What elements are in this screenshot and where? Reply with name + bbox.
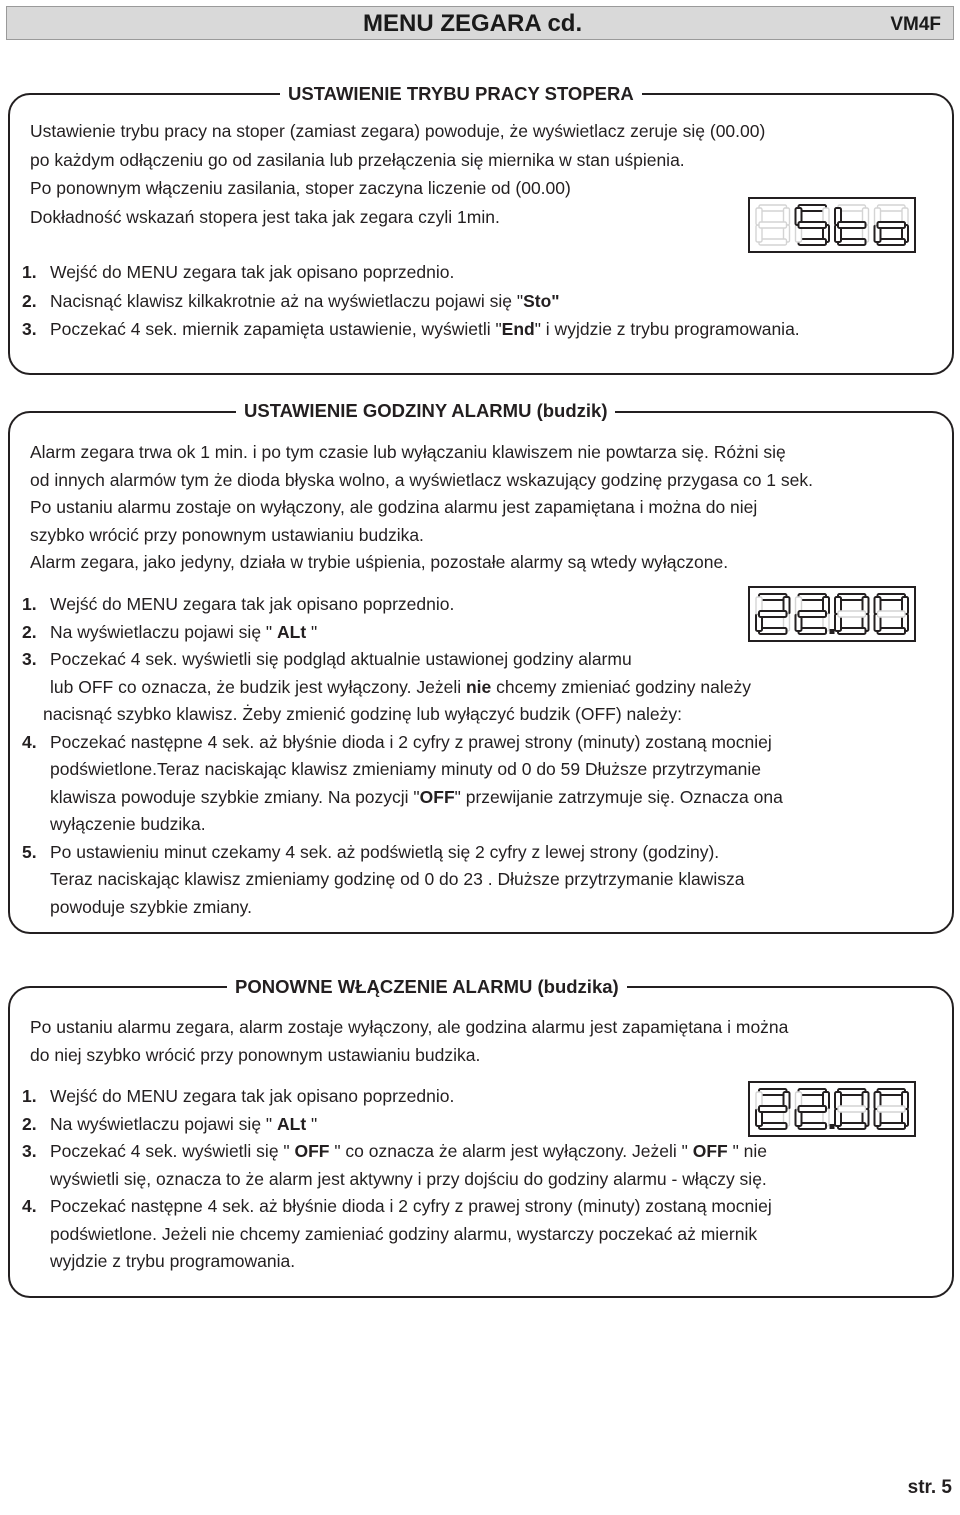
display-alarm-time xyxy=(748,586,916,642)
step-text: Na wyświetlaczu pojawi się " xyxy=(50,621,277,642)
lcd-digit xyxy=(796,205,830,245)
step-text: " i wyjdzie z trybu programowania. xyxy=(534,319,800,339)
step-line xyxy=(22,645,632,673)
step-text: wyjdzie z trybu programowania. xyxy=(50,1251,296,1271)
step-emphasis: ALt xyxy=(277,1113,307,1134)
lcd-segment xyxy=(878,1106,906,1112)
lcd-digit xyxy=(835,1089,869,1129)
lcd-segment xyxy=(799,205,827,211)
lcd-segment xyxy=(759,594,787,600)
lcd-digit xyxy=(796,594,835,634)
paragraph-line: Po ponownym włączeniu zasilania, stoper zaczyna liczenie od (00.00) xyxy=(30,178,571,198)
step-text: podświetlone. Jeżeli nie chcemy zamieniać godziny alarmu, wystarczy poczekać aż miernik xyxy=(50,1223,758,1244)
step-text: " przewijanie zatrzymuje się. Oznacza ona xyxy=(454,786,783,807)
lcd-segment xyxy=(838,611,866,617)
lcd-segment xyxy=(838,1123,866,1129)
lcd-segment xyxy=(759,222,787,228)
title-rule-right xyxy=(667,411,767,413)
step-text: Na wyświetlaczu pojawi się " xyxy=(50,1113,277,1134)
lcd-segment xyxy=(759,205,787,211)
title-rule-right xyxy=(698,93,758,95)
step-text: Poczekać następne 4 sek. aż błyśnie dioda i 2 cyfry z prawej strony (minuty) zostaną mocniej xyxy=(50,731,772,752)
step-emphasis: OFF xyxy=(692,1141,728,1161)
lcd-segment xyxy=(838,628,866,634)
lcd-segment xyxy=(799,239,827,245)
display-sto-digits xyxy=(750,199,914,251)
lcd-segment xyxy=(838,594,866,600)
lcd-segment xyxy=(759,239,787,245)
step-text: wyłączenie budzika. xyxy=(50,814,206,834)
step-text: chcemy zmieniać godziny należy xyxy=(491,676,751,697)
lcd-segment xyxy=(759,1123,787,1129)
lcd-segment xyxy=(799,222,827,228)
step-line xyxy=(22,1192,772,1220)
step-line xyxy=(22,1110,317,1138)
step-line xyxy=(22,590,454,618)
step-text: " nie xyxy=(727,1141,768,1161)
step-text: wyświetli się, oznacza to że alarm jest aktywny i przy dojściu do godziny alarmu - włączy się. xyxy=(50,1168,767,1189)
lcd-segment xyxy=(759,1089,787,1095)
step-number: 2. xyxy=(22,621,37,642)
paragraph-line: Po ustaniu alarmu zostaje on wyłączony, ale godzina alarmu jest zapamiętana i można do niej xyxy=(30,497,758,517)
lcd-digit xyxy=(835,205,869,245)
step-number: 3. xyxy=(22,649,37,669)
page-title: MENU ZEGARA cd. xyxy=(363,10,583,37)
paragraph-line: Dokładność wskazań stopera jest taka jak zegara czyli 1min. xyxy=(30,206,500,227)
paragraph-line: do niej szybko wrócić przy ponownym ustawianiu budzika. xyxy=(30,1045,481,1065)
display-alarm-digits-2 xyxy=(750,1083,914,1135)
page-number: str. 5 xyxy=(907,1477,952,1498)
step-text: Poczekać następne 4 sek. aż błyśnie dioda i 2 cyfry z prawej strony (minuty) zostaną mocniej xyxy=(50,1196,772,1216)
lcd-segment xyxy=(799,611,827,617)
step-number: 5. xyxy=(22,841,37,862)
step-line xyxy=(50,755,761,783)
paragraph-line: Po ustaniu alarmu zegara, alarm zostaje wyłączony, ale godzina alarmu jest zapamiętana i można xyxy=(30,1017,789,1037)
step-emphasis: End xyxy=(501,319,535,339)
step-number: 2. xyxy=(22,290,37,311)
lcd-segment xyxy=(878,239,906,245)
title-rule-right xyxy=(680,986,760,988)
title-rule-left xyxy=(205,411,235,413)
step-text: Poczekać 4 sek. miernik zapamięta ustawienie, wyświetli " xyxy=(50,319,502,339)
step-number: 1. xyxy=(22,594,37,614)
model-code: VM4F xyxy=(890,14,941,35)
step-number: 4. xyxy=(22,1196,37,1216)
step-text: nacisnąć szybko klawisz. Żeby zmienić godzinę lub wyłączyć budzik (OFF) należy: xyxy=(43,704,682,724)
step-text: " xyxy=(306,1113,318,1134)
title-rule-left xyxy=(185,93,275,95)
lcd-digit xyxy=(756,594,790,634)
step-text: Wejść do MENU zegara tak jak opisano poprzednio. xyxy=(50,262,455,282)
lcd-digit xyxy=(875,205,909,245)
lcd-segment xyxy=(838,239,866,245)
step-text: powoduje szybkie zmiany. xyxy=(50,896,252,917)
step-emphasis: OFF xyxy=(294,1141,330,1161)
title-rule-left xyxy=(185,986,233,988)
step-number: 3. xyxy=(22,319,37,339)
lcd-digit xyxy=(875,594,909,634)
lcd-segment xyxy=(878,1089,906,1095)
step-text: Wejść do MENU zegara tak jak opisano poprzednio. xyxy=(50,1086,455,1106)
step-line xyxy=(50,810,206,838)
paragraph-line: Alarm zegara trwa ok 1 min. i po tym czasie lub wyłączaniu klawiszem nie powtarza się. Różni się xyxy=(30,442,786,462)
step-text: " co oznacza że alarm jest wyłączony. Jeżeli " xyxy=(329,1141,693,1161)
lcd-digit xyxy=(835,594,869,634)
step-line xyxy=(22,287,560,315)
section-alarm-title: USTAWIENIE GODZINY ALARMU (budzik) xyxy=(236,400,615,422)
paragraph-line: od innych alarmów tym że dioda błyska wolno, a wyświetlacz wskazujący godzinę przygasa co 1 sek. xyxy=(30,469,813,490)
display-alarm-digits xyxy=(750,588,914,640)
lcd-dot xyxy=(830,1124,835,1129)
step-line xyxy=(43,700,682,728)
step-emphasis: Sto" xyxy=(523,290,560,311)
step-line xyxy=(50,1247,295,1275)
lcd-segment xyxy=(759,611,787,617)
lcd-segment xyxy=(838,222,866,228)
section-stopwatch-title: USTAWIENIE TRYBU PRACY STOPERA xyxy=(280,83,642,105)
step-text: lub OFF co oznacza, że budzik jest wyłączony. Jeżeli xyxy=(50,676,466,697)
section-reactivate-title: PONOWNE WŁĄCZENIE ALARMU (budzika) xyxy=(227,976,627,998)
lcd-digit xyxy=(756,205,790,245)
paragraph-line: Alarm zegara, jako jedyny, działa w trybie uśpienia, pozostałe alarmy są wtedy wyłączone. xyxy=(30,552,729,572)
lcd-segment xyxy=(799,628,827,634)
display-alarm-time-2 xyxy=(748,1081,916,1137)
step-line xyxy=(22,728,772,756)
lcd-digit xyxy=(796,1089,835,1129)
lcd-segment xyxy=(838,1106,866,1112)
paragraph-line: Ustawienie trybu pracy na stoper (zamiast zegara) powoduje, że wyświetlacz zeruje się (00.00) xyxy=(30,121,766,141)
lcd-segment xyxy=(838,205,866,211)
step-number: 4. xyxy=(22,731,37,752)
step-number: 1. xyxy=(22,1086,37,1106)
step-text: Nacisnąć klawisz kilkakrotnie aż na wyświetlaczu pojawi się " xyxy=(50,290,524,311)
step-number: 1. xyxy=(22,262,37,282)
step-line xyxy=(22,838,719,866)
step-text: Po ustawieniu minut czekamy 4 sek. aż podświetlą się 2 cyfry z lewej strony (godziny). xyxy=(50,841,720,862)
step-line xyxy=(50,783,783,811)
lcd-digit xyxy=(875,1089,909,1129)
lcd-segment xyxy=(878,594,906,600)
step-emphasis: ALt xyxy=(277,621,307,642)
paragraph-line: szybko wrócić przy ponownym ustawianiu budzika. xyxy=(30,524,424,545)
step-number: 3. xyxy=(22,1141,37,1161)
lcd-segment xyxy=(878,222,906,228)
lcd-dot xyxy=(830,629,835,634)
lcd-segment xyxy=(838,1089,866,1095)
lcd-segment xyxy=(759,628,787,634)
step-text: klawisza powoduje szybkie zmiany. Na pozycji " xyxy=(50,786,420,807)
step-line xyxy=(50,1220,757,1248)
step-line xyxy=(22,1137,767,1165)
lcd-segment xyxy=(878,1123,906,1129)
lcd-segment xyxy=(799,1123,827,1129)
step-line xyxy=(22,1082,454,1110)
step-line xyxy=(22,315,800,343)
step-number: 2. xyxy=(22,1113,37,1134)
step-line xyxy=(50,865,744,893)
step-text: Wejść do MENU zegara tak jak opisano poprzednio. xyxy=(50,594,455,614)
step-text: Teraz naciskając klawisz zmieniamy godzinę od 0 do 23 . Dłuższe przytrzymanie klawisza xyxy=(50,869,745,889)
step-line xyxy=(22,618,317,646)
lcd-segment xyxy=(878,205,906,211)
step-text: podświetlone.Teraz naciskając klawisz zmieniamy minuty od 0 do 59 Dłuższe przytrzymanie xyxy=(50,759,761,779)
lcd-segment xyxy=(878,628,906,634)
lcd-segment xyxy=(799,1089,827,1095)
page-header xyxy=(6,6,954,40)
display-sto xyxy=(748,197,916,253)
step-line xyxy=(50,893,252,921)
step-line xyxy=(50,673,751,701)
lcd-segment xyxy=(799,1106,827,1112)
step-emphasis: nie xyxy=(465,676,492,697)
lcd-segment xyxy=(878,611,906,617)
lcd-digit xyxy=(756,1089,790,1129)
step-text: Poczekać 4 sek. wyświetli się " xyxy=(50,1141,295,1161)
step-line xyxy=(50,1165,767,1193)
step-text: Poczekać 4 sek. wyświetli się podgląd aktualnie ustawionej godziny alarmu xyxy=(50,649,632,669)
lcd-segment xyxy=(799,594,827,600)
step-text: " xyxy=(306,621,318,642)
step-emphasis: OFF xyxy=(419,786,455,807)
paragraph-line: po każdym odłączeniu go od zasilania lub przełączenia się miernika w stan uśpienia. xyxy=(30,149,685,170)
step-line xyxy=(22,258,454,286)
lcd-segment xyxy=(759,1106,787,1112)
